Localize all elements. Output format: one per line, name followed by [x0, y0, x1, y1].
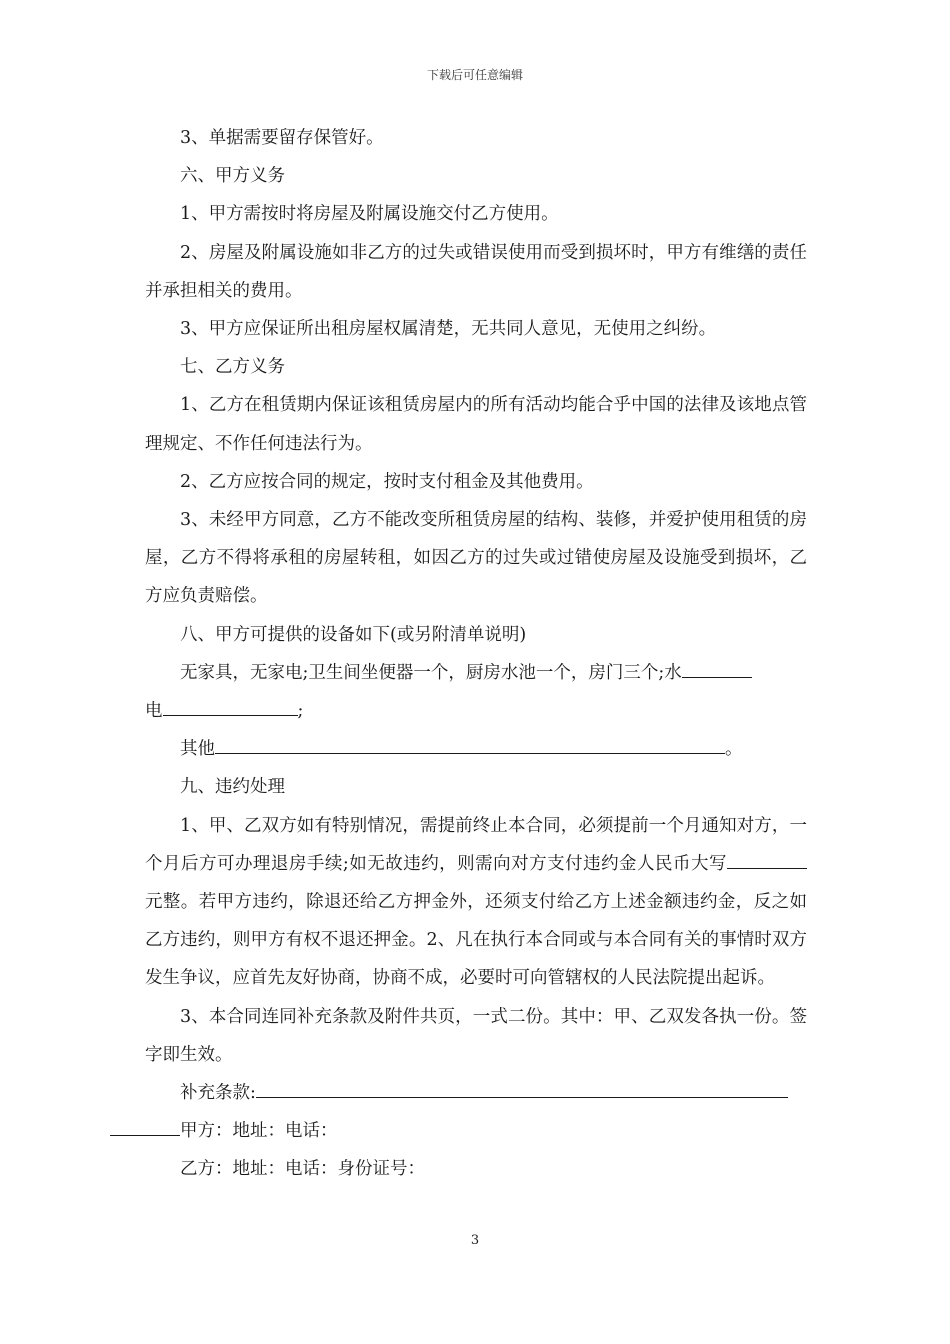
page-number: 3: [470, 1233, 480, 1248]
amount-blank: [727, 851, 807, 869]
paragraph-supplement: [145, 1074, 807, 1150]
supplement-blank-cont: [110, 1119, 180, 1137]
paragraph: 2、乙方应按合同的规定，按时支付租金及其他费用。: [180, 471, 594, 492]
party-a-info: 甲方：地址：电话：: [180, 1121, 338, 1142]
section-heading: 八、甲方可提供的设备如下(或另附清单说明): [180, 624, 527, 645]
period: 。: [725, 739, 743, 760]
party-b-info: 乙方：地址：电话：身份证号：: [180, 1159, 425, 1180]
paragraph: 2、房屋及附属设施如非乙方的过失或错误使用而受到损坏时，甲方有维缮的责任并承担相关的费用。: [145, 242, 807, 301]
electricity-label: 电: [145, 701, 163, 722]
other-label: 其他: [180, 739, 215, 760]
electricity-blank: [163, 698, 298, 716]
equipment-text: 无家具，无家电;卫生间坐便器一个，厨房水池一个，房门三个;水: [180, 662, 682, 683]
paragraph-breach: [145, 807, 807, 998]
semicolon: ;: [297, 701, 304, 722]
paragraph: 1、甲方需按时将房屋及附属设施交付乙方使用。: [180, 204, 559, 225]
paragraph: 3、甲方应保证所出租房屋权属清楚，无共同人意见，无使用之纠纷。: [180, 319, 717, 340]
document-body: [145, 119, 807, 1189]
paragraph-other: [145, 730, 807, 768]
page-header: 下载后可任意编辑: [426, 68, 523, 82]
section-heading: 九、违约处理: [180, 777, 285, 798]
other-blank: [215, 737, 725, 755]
section-heading: 六、甲方义务: [180, 166, 285, 187]
paragraph: 1、乙方在租赁期内保证该租赁房屋内的所有活动均能合乎中国的法律及该地点管理规定、不作任何违法行为。: [145, 395, 807, 454]
breach-text-a: 1、甲、乙双方如有特别情况，需提前终止本合同，必须提前一个月通知对方，一个月后方可办理退房手续;如无故违约，则需向对方支付违约金人民币大写: [145, 815, 807, 874]
paragraph: 3、未经甲方同意，乙方不能改变所租赁房屋的结构、装修，并爱护使用租赁的房屋，乙方不得将承租的房屋转租，如因乙方的过失或过错使房屋及设施受到损坏，乙方应负责赔偿。: [145, 510, 807, 607]
paragraph: 3、本合同连同补充条款及附件共页，一式二份。其中：甲、乙双发各执一份。签字即生效。: [145, 1006, 807, 1065]
paragraph-equipment: [145, 654, 807, 730]
paragraph: 3、单据需要留存保管好。: [180, 128, 384, 148]
supplement-label: 补充条款:: [180, 1083, 256, 1104]
supplement-blank: [256, 1080, 788, 1098]
breach-text-b: 元整。若甲方违约，除退还给乙方押金外，还须支付给乙方上述金额违约金，反之如乙方违约，则甲方有权不退还押金。2、凡在执行本合同或与本合同有关的事情时双方发生争议，应首先友好协商，协商不成，必要时可向管辖权的人民法院提出起诉。: [145, 892, 807, 989]
section-heading: 七、乙方义务: [180, 357, 285, 378]
water-blank: [682, 660, 752, 678]
